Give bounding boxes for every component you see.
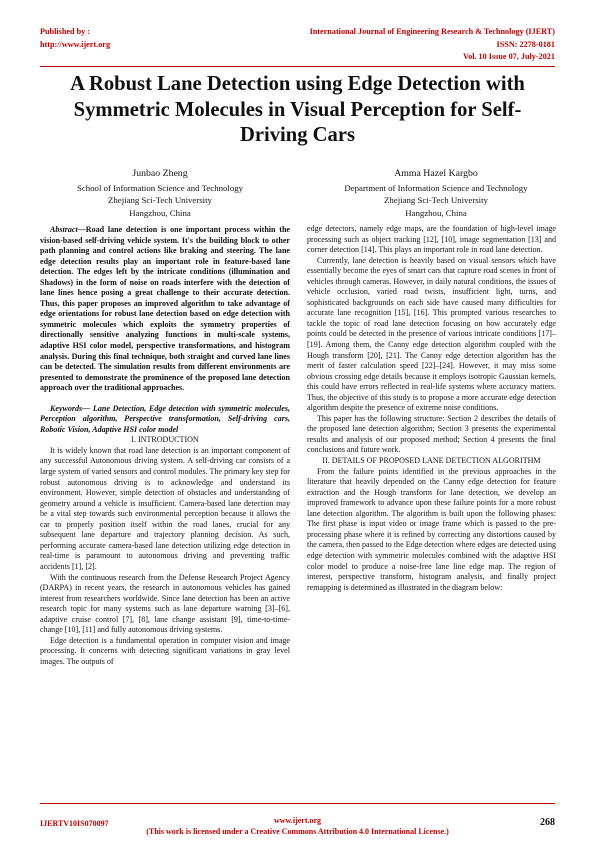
section-heading-proposed-algorithm: II. DETAILS OF PROPOSED LANE DETECTION ALGORITHM bbox=[322, 456, 541, 466]
section-heading-introduction: I. INTRODUCTION bbox=[131, 435, 199, 445]
author-block-2 bbox=[311, 168, 561, 219]
body-paragraph: Edge detection is a fundamental operation in computer vision and image processing. It concerns with detecting significant variations in gray level images. The outputs of bbox=[40, 635, 290, 666]
published-by: Published by : bbox=[40, 27, 91, 36]
author-block-1 bbox=[35, 168, 285, 219]
page-header bbox=[40, 26, 555, 66]
body-paragraph: edge detectors, namely edge maps, are the foundation of high-level image processing such as object tracking [12], [10], image segmentation [13] and corner detection [14]. This plays an important role in road lane detection. bbox=[307, 224, 556, 255]
body-paragraph: With the continuous research from the Defense Research Project Agency (DARPA) in recent years, the research in autonomous vehicles has gained interest from researchers worldwide. Since lane detection has been an active research topic for many systems such as lane departure warning [3]–[6], adaptive cruise control [7], [8], lane change assistant [9], time-to-time-change [10], [11] and fully autonomous driving systems. bbox=[40, 572, 290, 635]
page-number: 268 bbox=[540, 817, 555, 828]
header-left bbox=[40, 26, 110, 51]
abstract-text: —Road lane detection is one important process within the vision-based self-driving vehicle system. It's the building block to other path planning and control actions like braking and steering. The lane edge detection results play an important role in feature-based lane detection. The edges left by the intricate conditions (illumination and Shadows) in the form of noise on roads interfere with the detection of lane lines hence posing a great challenge to their accurate detection. Thus, this paper proposes an improved algorithm to take advantage of edge orientations for robust lane detection based on edge detection with symmetric molecules which exploits the symmetry properties of directionally sensitive analyzing functions in multi-scale systems, adaptive HSI color model, perspective transformations, and histogram analysis. During this final technique, both straight and curved lane lines can be detected. The simulation results from different environments are presented to demonstrate the prominence of the proposed lane detection approach over the traditional approaches. bbox=[40, 225, 290, 393]
volume-issue: Vol. 10 Issue 07, July-2021 bbox=[462, 52, 555, 61]
body-paragraph: From the failure points identified in the previous approaches in the literature that heavily depended on the Canny edge detection for feature extraction and the Hough transform for lane detection, we develop an improved framework to advance upon these failure points for a more robust lane detection algorithm. The algorithm is built upon the following phases: The first phase is input video or image frame which is passed to the pre-processing phase where it is refined by correcting any distortions caused by the camera, then passed to the Edge detection where edges are detected using edge detection with symmetric molecules combined with the adaptive HSI color model to produce a noise-free lane line edge map. The region of interest, perspective transform, histogram analysis, and finally project remapping is determined as illustrated in the diagram below: bbox=[307, 466, 556, 592]
publisher-link[interactable]: http://www.ijert.org bbox=[40, 39, 111, 49]
author-city: Hangzhou, China bbox=[405, 207, 467, 218]
paper-id: IJERTV10IS070097 bbox=[40, 819, 109, 828]
header-right bbox=[310, 26, 555, 64]
paper-title: A Robust Lane Detection using Edge Detection with Symmetric Molecules in Visual Perception for Self-Driving Cars bbox=[70, 73, 525, 146]
abstract-label: Abstract bbox=[50, 225, 78, 234]
license-note: (This work is licensed under a Creative Commons Attribution 4.0 International License.) bbox=[146, 827, 449, 836]
author-city: Hangzhou, China bbox=[129, 207, 191, 218]
author-dept: Department of Information Science and Technology bbox=[344, 183, 528, 194]
keywords-label: Keywords— bbox=[50, 403, 91, 413]
issn: ISSN: 2278-0181 bbox=[496, 39, 555, 49]
body-paragraph: Currently, lane detection is heavily based on visual sensors which have essentially become the eyes of smart cars that capture road scenes in front of vehicles through cameras. However, in daily natural conditions, the issues of vehicle occlusion, varied road twists, insufficient light, turns, and sophisticated backgrounds on each side have caused many difficulties for accurate lane recognition [15], [16]. This prompted various researches to tackle the topic of road lane detection focusing on how accurately edge points could be detected in the presence of various intricate conditions [17]–[19]. Among them, the Canny edge detection algorithm coupled with the Hough transform [20], [21]. The Canny edge detection algorithm has the merit of faster calculation speed [22]–[24]. However, it may miss some obvious crossing edge details because it employs isotropic Gaussian kernels, this could have errors reflected in real-life systems where accuracy matters. Thus, the objective of this study is to propose a more accurate edge detection algorithm despite the presence of extreme noise conditions. bbox=[307, 255, 556, 413]
footer-link[interactable]: www.ijert.org bbox=[273, 816, 322, 825]
header-divider bbox=[40, 66, 555, 67]
author-univ: Zhejiang Sci-Tech University bbox=[108, 195, 212, 206]
keywords-text: Lane Detection, Edge detection with symmetric molecules, Perception algorithm, Perspective transformation, Self-driving cars, Robotic Vision, Adaptive HSI color model bbox=[40, 403, 290, 434]
journal-name: International Journal of Engineering Research & Technology (IJERT) bbox=[309, 27, 555, 36]
footer-center bbox=[0, 815, 595, 837]
left-column bbox=[40, 225, 290, 667]
body-paragraph: It is widely known that road lane detection is an important component of any successful Autonomous driving system. A self-driving car consists of a large system of varied sensors and control modules. The primary key step for robust autonomous driving is to acknowledge and understand its environment. However, simple detection of obstacles and understanding of geometry around a vehicle is insufficient. Camera-based lane detection may be a vital step towards such environmental perception because it allows the car to properly position itself within the road lanes, crucial for any subsequent lane departure and trajectory planning decision. As such, performing accurate camera-based lane detection utilizing edge detection in real-time is paramount to autonomous driving and preventing traffic accidents [1], [2]. bbox=[40, 445, 290, 571]
right-column bbox=[307, 224, 556, 593]
author-name: Junbao Zheng bbox=[132, 168, 188, 179]
keywords bbox=[40, 404, 290, 436]
abstract bbox=[40, 225, 290, 394]
body-paragraph: This paper has the following structure: Section 2 describes the details of the proposed lane detection algorithm; Section 3 presents the experimental results and analysis of our proposed method; Section 4 presents the final conclusions and future work. bbox=[307, 413, 556, 455]
author-univ: Zhejiang Sci-Tech University bbox=[384, 195, 488, 206]
footer-divider bbox=[40, 803, 555, 804]
author-name: Amma Hazel Kargbo bbox=[394, 168, 478, 179]
author-dept: School of Information Science and Technology bbox=[76, 183, 244, 194]
